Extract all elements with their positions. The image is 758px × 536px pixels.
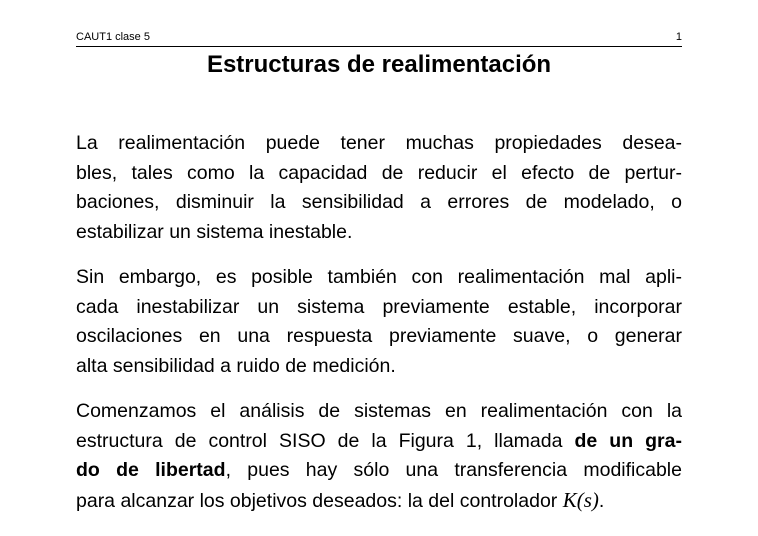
text-line <box>76 486 682 516</box>
text-segment: , pues hay sólo una transferencia modificable <box>225 459 682 481</box>
text-segment: estructura de control SISO de la Figura 1, llamada <box>76 429 575 452</box>
slide-body <box>76 129 682 531</box>
text-segment: para alcanzar los objetivos deseados: la del controlador <box>76 489 563 512</box>
text-line: bles, tales como la capacidad de reducir el efecto de pertur- <box>76 161 682 184</box>
text-line: cada inestabilizar un sistema previamente estable, incorporar <box>76 295 682 318</box>
text-line <box>76 427 682 457</box>
text-line: alta sensibilidad a ruido de medición. <box>76 354 396 377</box>
paragraph-2 <box>76 263 682 381</box>
page-title: Estructuras de realimentación <box>206 51 552 78</box>
paragraph-3 <box>76 397 682 515</box>
bold-term: do de libertad <box>76 459 226 481</box>
page-number: 1 <box>675 31 682 43</box>
controller-symbol: K(s) <box>562 487 599 512</box>
text-line: oscilaciones en una respuesta previamente suave, o generar <box>76 325 682 347</box>
text-line: baciones, disminuir la sensibilidad a errores de modelado, o <box>76 191 682 213</box>
text-line: Sin embargo, es posible también con realimentación mal apli- <box>76 266 682 288</box>
course-label: CAUT1 clase 5 <box>76 31 150 43</box>
text-segment: . <box>598 489 605 512</box>
text-line <box>76 456 682 486</box>
page-header <box>76 30 682 47</box>
text-line: Comenzamos el análisis de sistemas en realimentación con la <box>76 400 682 422</box>
text-line: estabilizar un sistema inestable. <box>76 220 353 243</box>
paragraph-1 <box>76 129 682 247</box>
bold-term: de un gra- <box>574 429 682 452</box>
text-line: La realimentación puede tener muchas propiedades desea- <box>76 132 682 154</box>
